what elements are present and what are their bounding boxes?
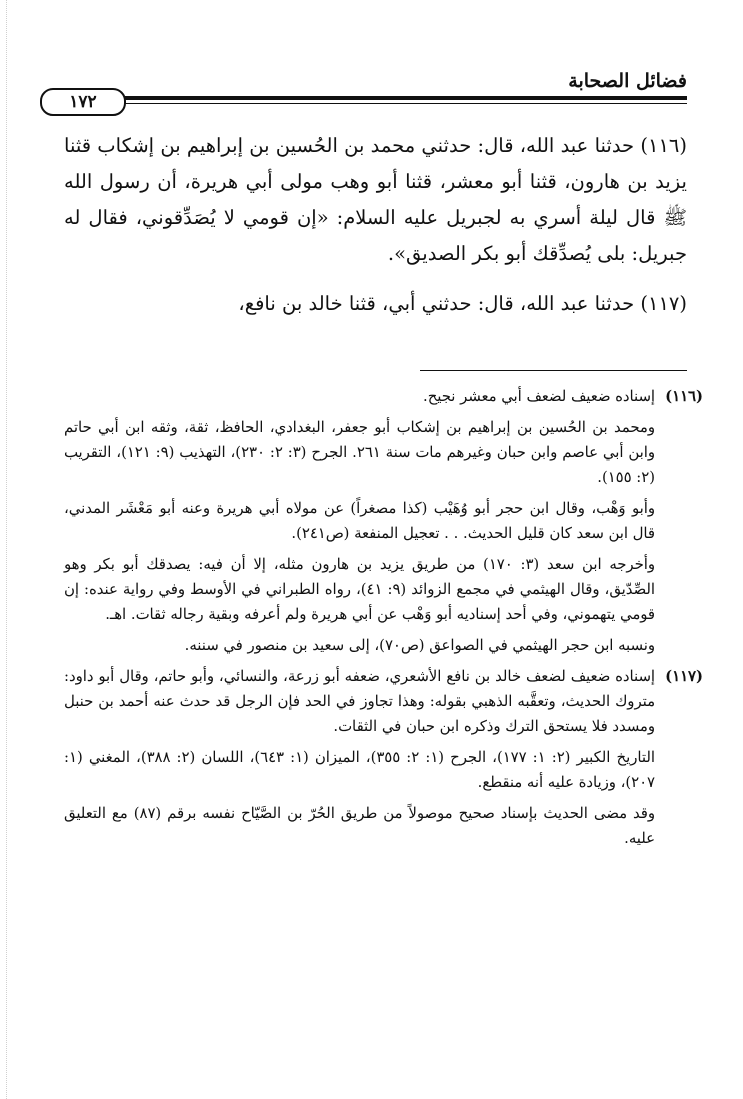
footnote-116 (64, 384, 703, 415)
footnote-body (64, 664, 655, 745)
footnote-body (64, 384, 655, 415)
footnote-paragraph: وقد مضى الحديث بإسناد صحيح موصولاً من طريق الحُرّ بن الصَّيّاح نفسه برقم (٨٧) مع التعليق عليه. (64, 805, 655, 847)
running-title: فضائل الصحابة (568, 70, 687, 92)
footnote-separator (420, 370, 687, 371)
footnote-117 (64, 664, 703, 745)
header-rule (60, 96, 687, 100)
footnote-number: (١١٧) (665, 668, 703, 685)
main-text (64, 128, 687, 336)
page-number: ١٧٢ (40, 88, 126, 116)
footnote-paragraph: التاريخ الكبير (٢: ١: ١٧٧)، الجرح (١: ٢: ٣٥٥)، الميزان (١: ٦٤٣)، اللسان (٢: ٣٨٨)، المغني (١: ٢٠٧)، وزيادة عليه أنه منقطع. (64, 749, 655, 791)
footnote-paragraph: وأبو وَهْب، وقال ابن حجر أبو وُهَيْب (كذا مصغراً) عن مولاه أبي هريرة وعنه أبو مَعْشَر المدني، قال ابن سعد كان قليل الحديث. . . تعجيل المنفعة (ص٢٤١). (64, 500, 655, 542)
hadith-116-text: (١١٦) حدثنا عبد الله، قال: حدثني محمد بن الحُسين بن إبراهيم بن إشكاب قثنا يزيد بن هارون، قثنا أبو معشر، قثنا أبو وهب مولى أبي هريرة، أن رسول الله ﷺ قال ليلة أسري به لجبريل عليه السلام: «إن قومي لا يُصَدِّقوني، فقال له جبريل: بلى يُصدِّقك أبو بكر الصديق». (64, 134, 687, 265)
hadith-117-text: (١١٧) حدثنا عبد الله، قال: حدثني أبي، قثنا خالد بن نافع، (238, 292, 687, 315)
footnote-line: إسناده ضعيف لضعف خالد بن نافع الأشعري، ضعفه أبو زرعة، والنسائي، وأبو حاتم، وقال أبو داود: متروك الحديث، وتعقَّبه الذهبي بقوله: وهذا تجاوز في الحد فإن الرجل قد حدث عنه أحمد بن حنبل ومسدد فلا يستحق الترك وذكره ابن حبان في الثقات. (64, 668, 655, 735)
footnote-number: (١١٦) (665, 388, 703, 405)
footnotes (64, 384, 703, 857)
footnote-paragraph: وأخرجه ابن سعد (٣: ١٧٠) من طريق يزيد بن هارون مثله، إلا أن فيه: يصدقك أبو بكر وهو الصِّدّيق، وقال الهيثمي في مجمع الزوائد (٩: ٤١)، رواه الطبراني في الأوسط وفي رواية عنده: إن قومي يتهموني، وفي أحد إسناديه أبو وَهْب عن أبي هريرة ولم أعرفه وبقية رجاله ثقات. اهـ. (64, 556, 656, 623)
header-rule-thin (60, 103, 687, 104)
scan-edge (6, 0, 8, 1099)
footnote-line: إسناده ضعيف لضعف أبي معشر نجيح. (422, 388, 655, 405)
footnote-paragraph: ومحمد بن الحُسين بن إبراهيم بن إشكاب أبو جعفر، البغدادي، الحافظ، ثقة، وثقه ابن أبي حاتم وابن أبي عاصم وابن حبان وغيرهم مات سنة ٢٦١. الجرح (٣: ٢: ٢٣٠)، التهذيب (٩: ١٢١)، التقريب (٢: ١٥٥). (64, 419, 655, 486)
footnote-paragraph: ونسبه ابن حجر الهيثمي في الصواعق (ص٧٠)، إلى سعيد بن منصور في سننه. (184, 637, 655, 654)
